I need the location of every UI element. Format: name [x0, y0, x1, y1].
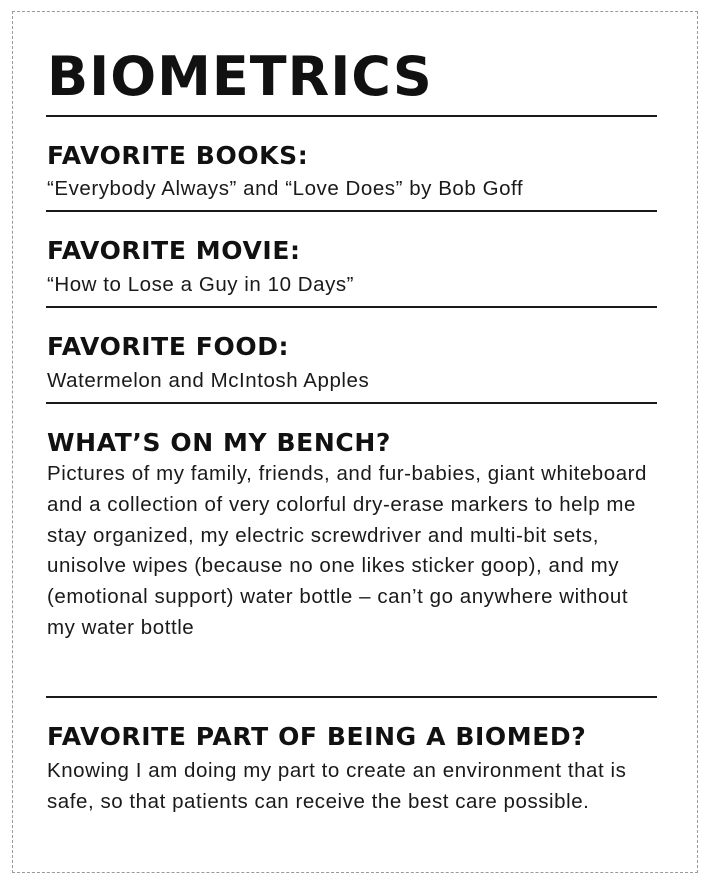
favorite-part-heading: FAVORITE PART OF BEING A BIOMED? — [47, 722, 587, 751]
section-divider — [46, 402, 657, 404]
favorite-books-heading: FAVORITE BOOKS: — [47, 141, 309, 170]
favorite-books-text: “Everybody Always” and “Love Does” by Bob Goff — [47, 177, 524, 200]
favorite-food-text: Watermelon and McIntosh Apples — [47, 369, 370, 392]
favorite-movie-text: “How to Lose a Guy in 10 Days” — [47, 273, 355, 296]
favorite-part-text: Knowing I am doing my part to create an environment that is safe, so that patients can receive the best care possible. — [47, 759, 627, 813]
section-divider — [46, 306, 657, 308]
bench-text: Pictures of my family, friends, and fur-babies, giant whiteboard and a collection of very colorful dry-erase markers to help me stay organized, my electric screwdriver and multi-bit sets, unisolve wipes (because no one likes sticker goop), and my (emotional support) water bottle – can’t go anywhere without my water bottle — [47, 462, 647, 639]
bench-heading: WHAT’S ON MY BENCH? — [47, 428, 391, 457]
favorite-food-heading: FAVORITE FOOD: — [47, 332, 290, 361]
page-title: BIOMETRICS — [47, 45, 433, 108]
section-divider — [46, 696, 657, 698]
section-divider — [46, 210, 657, 212]
favorite-movie-heading: FAVORITE MOVIE: — [47, 236, 301, 265]
title-divider — [46, 115, 657, 117]
